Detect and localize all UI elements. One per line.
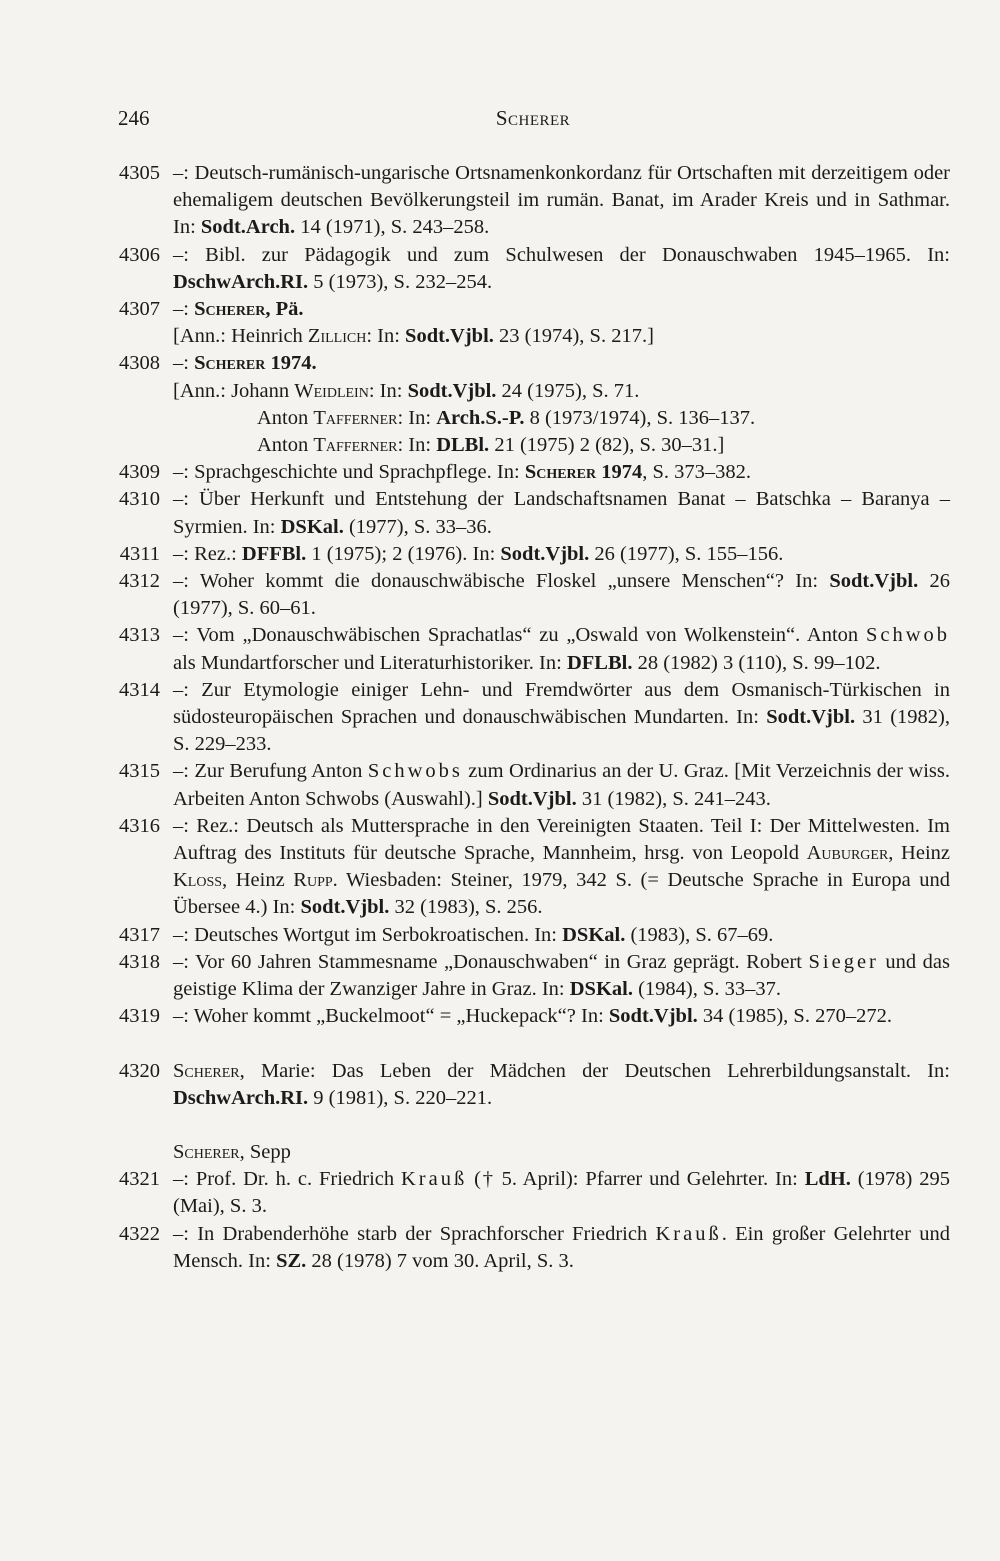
spaced-name: Sieger bbox=[808, 950, 879, 973]
entry-text: –: Deutsches Wortgut im Serbokroatischen. In: bbox=[173, 923, 563, 946]
entry-text: (1978) 295 (Mai), S. 3. bbox=[173, 1168, 950, 1218]
entry-text: –: bbox=[173, 298, 195, 321]
author-name: Scherer bbox=[524, 461, 597, 484]
author-name: Weidlein bbox=[294, 379, 369, 402]
author-name: Scherer bbox=[194, 298, 266, 321]
entry-number: 4318 bbox=[119, 950, 160, 973]
entry-text: –: Sprachgeschichte und Sprachpflege. In: bbox=[173, 461, 525, 484]
annotation bbox=[173, 432, 950, 459]
author-name: Scherer bbox=[194, 352, 266, 375]
entry-text: 31 (1982), S. 241–243. bbox=[576, 787, 771, 810]
author-name: Zillich bbox=[307, 325, 367, 348]
source-title: DFFBl. bbox=[241, 542, 307, 565]
entry-text: als Mundartforscher und Literaturhistoriker. In: bbox=[173, 651, 567, 674]
entry-text: (1983), S. 67–69. bbox=[625, 923, 774, 946]
entry-text: . Ein großer Gelehrter und Mensch. In: bbox=[173, 1222, 950, 1272]
spacer bbox=[100, 1112, 950, 1139]
entry-4308 bbox=[100, 350, 950, 459]
entry-text: , Marie: Das Leben der Mädchen der Deutschen Lehrerbildungsanstalt. In: bbox=[239, 1059, 950, 1082]
entry-text: 28 (1978) 7 vom 30. April, S. 3. bbox=[306, 1249, 574, 1272]
source-title: LdH. bbox=[804, 1168, 851, 1191]
entry-4313 bbox=[100, 622, 950, 676]
annotation-text: : In: bbox=[397, 406, 437, 429]
entry-text: –: Prof. Dr. h. c. Friedrich bbox=[173, 1168, 401, 1191]
entry-text: –: In Drabenderhöhe starb der Sprachforscher Friedrich bbox=[173, 1222, 656, 1245]
entry-text: –: Deutsch-rumänisch-ungarische Ortsnamenkonkordanz für Ortschaften mit derzeitigem oder ehemaligem deutschen Bevölkerungsteil im rumän. Banat, im Arader Kreis und in Sathmar. In: bbox=[173, 162, 950, 239]
entry-number: 4317 bbox=[119, 923, 160, 946]
page-header bbox=[118, 106, 948, 142]
entry-4310 bbox=[100, 486, 950, 540]
entry-4315 bbox=[100, 758, 950, 812]
entry-number: 4320 bbox=[119, 1059, 160, 1082]
entry-text: († 5. April): Pfarrer und Gelehrter. In: bbox=[467, 1168, 805, 1191]
entry-text: –: Woher kommt die donauschwäbische Floskel „unsere Menschen“? In: bbox=[173, 570, 830, 593]
entry-text: 1974. bbox=[265, 352, 317, 375]
entry-text: zum Ordinarius an der U. Graz. [Mit Verzeichnis der wiss. Arbeiten Anton Schwobs (Auswahl).] bbox=[173, 760, 950, 810]
entry-number: 4322 bbox=[119, 1222, 160, 1245]
entry-text: 28 (1982) 3 (110), S. 99–102. bbox=[632, 651, 881, 674]
entry-number: 4310 bbox=[119, 488, 160, 511]
entry-number: 4312 bbox=[119, 570, 160, 593]
entry-text: –: Rez.: Deutsch als Muttersprache in den Vereinigten Staaten. Teil I: Der Mittelwesten. Im Auftrag des Instituts für deutsche Sprache, Mannheim, hrsg. von Leopold bbox=[173, 814, 950, 865]
author-firstname: , Sepp bbox=[239, 1140, 291, 1163]
author-name: Tafferner bbox=[313, 434, 398, 457]
entry-text: (1977), S. 33–36. bbox=[343, 515, 492, 538]
spaced-name: Krauß bbox=[401, 1168, 468, 1191]
entry-text: –: Zur Etymologie einiger Lehn- und Fremdwörter aus dem Osmanisch-Türkischen in südosteuropäischen Sprachen und donauschwäbischen Mundarten. In: bbox=[173, 678, 950, 729]
annotation bbox=[173, 323, 950, 350]
entry-number: 4319 bbox=[119, 1005, 160, 1028]
entry-text: 1 (1975); 2 (1976). In: bbox=[306, 542, 501, 565]
entry-text: –: Über Herkunft und Entstehung der Landschaftsnamen Banat – Batschka – Baranya – Syrmien. In: bbox=[173, 488, 950, 538]
entry-4317 bbox=[100, 922, 950, 949]
author-name: Scherer bbox=[173, 1059, 240, 1082]
entry-number: 4306 bbox=[119, 243, 160, 266]
entry-4306 bbox=[100, 242, 950, 296]
entry-number: 4307 bbox=[119, 298, 160, 321]
entry-4309 bbox=[100, 459, 950, 486]
entry-text: –: Zur Berufung Anton bbox=[173, 760, 368, 783]
source-title: DFLBl. bbox=[566, 651, 633, 674]
entry-4312 bbox=[100, 568, 950, 622]
annotation-text: : In: bbox=[368, 379, 408, 402]
entry-4316 bbox=[100, 813, 950, 922]
source-title: DSKal. bbox=[569, 978, 633, 1001]
entry-4305 bbox=[100, 160, 950, 242]
entry-4314 bbox=[100, 677, 950, 759]
source-title: DschwArch.RI. bbox=[173, 1086, 309, 1109]
entry-text: . Wiesbaden: Steiner, 1979, 342 S. (= Deutsche Sprache in Europa und Übersee 4.) In: bbox=[173, 869, 950, 919]
entry-number: 4311 bbox=[119, 542, 160, 565]
source-title: Arch.S.-P. bbox=[436, 406, 525, 429]
annotation-text: 21 (1975) 2 (82), S. 30–31.] bbox=[489, 434, 725, 457]
author-name: Scherer bbox=[173, 1140, 240, 1163]
annotation-text: Anton bbox=[257, 406, 314, 429]
entry-text: 26 (1977), S. 155–156. bbox=[589, 542, 784, 565]
entry-text: 34 (1985), S. 270–272. bbox=[697, 1005, 892, 1028]
annotation-text: [Ann.: Heinrich bbox=[173, 325, 308, 348]
entry-number: 4321 bbox=[119, 1168, 160, 1191]
annotation-text: 24 (1975), S. 71. bbox=[496, 379, 640, 402]
entry-text: , Heinz bbox=[222, 869, 294, 892]
author-heading bbox=[100, 1139, 950, 1166]
spaced-name: Krauß bbox=[655, 1222, 722, 1245]
entry-4307 bbox=[100, 296, 950, 350]
page-number: 246 bbox=[118, 106, 150, 130]
entry-4321 bbox=[100, 1166, 950, 1220]
entry-4319 bbox=[100, 1003, 950, 1030]
spaced-name: Schwob bbox=[865, 624, 950, 647]
source-title: Sodt.Vjbl. bbox=[500, 542, 590, 565]
source-title: DLBl. bbox=[436, 434, 490, 457]
bibliography-list bbox=[100, 160, 950, 1275]
source-title: Sodt.Vjbl. bbox=[407, 379, 497, 402]
entry-text: 32 (1983), S. 256. bbox=[389, 896, 543, 919]
entry-number: 4309 bbox=[119, 461, 160, 484]
source-title: Sodt.Arch. bbox=[200, 216, 296, 239]
author-name: Tafferner bbox=[313, 406, 398, 429]
source-title: DschwArch.RI. bbox=[173, 270, 309, 293]
entry-4311 bbox=[100, 541, 950, 568]
entry-number: 4308 bbox=[119, 352, 160, 375]
running-head: Scherer bbox=[495, 106, 571, 130]
entry-text: 26 (1977), S. 60–61. bbox=[173, 570, 951, 620]
entry-4320 bbox=[100, 1058, 950, 1112]
entry-text: 5 (1973), S. 232–254. bbox=[308, 270, 493, 293]
entry-text: –: Vom „Donauschwäbischen Sprachatlas“ zu „Oswald von Wolkenstein“. Anton bbox=[173, 624, 866, 647]
author-name: Auburger bbox=[806, 842, 889, 865]
entry-text: 9 (1981), S. 220–221. bbox=[308, 1086, 493, 1109]
entry-text: 31 (1982), S. 229–233. bbox=[173, 706, 950, 756]
annotation-text: : In: bbox=[397, 434, 437, 457]
annotation-text: Anton bbox=[257, 434, 314, 457]
source-title: SZ. bbox=[276, 1249, 307, 1272]
entry-text: , S. 373–382. bbox=[642, 461, 752, 484]
entry-text: , Pä. bbox=[265, 298, 304, 321]
entry-number: 4314 bbox=[119, 678, 160, 701]
entry-number: 4313 bbox=[119, 624, 160, 647]
entry-number: 4316 bbox=[119, 814, 160, 837]
entry-text: –: Rez.: bbox=[173, 542, 242, 565]
source-title: Sodt.Vjbl. bbox=[300, 896, 390, 919]
entry-text: 14 (1971), S. 243–258. bbox=[295, 216, 490, 239]
author-name: Rupp bbox=[293, 869, 333, 892]
annotation-text: : In: bbox=[366, 325, 406, 348]
entry-number: 4315 bbox=[119, 760, 160, 783]
annotation-text: [Ann.: Johann bbox=[173, 379, 295, 402]
spaced-name: Schwobs bbox=[367, 760, 463, 783]
entry-text: , Heinz bbox=[888, 842, 950, 865]
entry-number: 4305 bbox=[119, 162, 160, 184]
entry-text: –: bbox=[173, 352, 195, 375]
source-title: Sodt.Vjbl. bbox=[766, 706, 856, 729]
entry-text: –: Vor 60 Jahren Stammesname „Donauschwaben“ in Graz geprägt. Robert bbox=[173, 950, 809, 973]
entry-4318 bbox=[100, 949, 950, 1003]
source-title: Sodt.Vjbl. bbox=[405, 325, 494, 348]
spacer bbox=[100, 1031, 950, 1058]
entry-text: –: Woher kommt „Buckelmoot“ = „Huckepack“? In: bbox=[173, 1005, 609, 1028]
entry-text: 1974 bbox=[596, 461, 643, 484]
annotation bbox=[173, 405, 950, 432]
annotation-text: 8 (1973/1974), S. 136–137. bbox=[524, 406, 756, 429]
source-title: DSKal. bbox=[280, 515, 344, 538]
source-title: DSKal. bbox=[562, 923, 626, 946]
annotation-text: 23 (1974), S. 217.] bbox=[493, 325, 654, 348]
source-title: Sodt.Vjbl. bbox=[829, 570, 919, 593]
entry-text: und das geistige Klima der Zwanziger Jahre in Graz. In: bbox=[173, 950, 951, 1001]
entry-text: –: Bibl. zur Pädagogik und zum Schulwesen der Donauschwaben 1945–1965. In: bbox=[173, 243, 950, 266]
annotation bbox=[173, 378, 950, 405]
entry-4322 bbox=[100, 1221, 950, 1275]
entry-text: (1984), S. 33–37. bbox=[632, 978, 782, 1001]
source-title: Sodt.Vjbl. bbox=[487, 787, 577, 810]
author-name: Kloss bbox=[173, 869, 223, 892]
source-title: Sodt.Vjbl. bbox=[608, 1005, 698, 1028]
